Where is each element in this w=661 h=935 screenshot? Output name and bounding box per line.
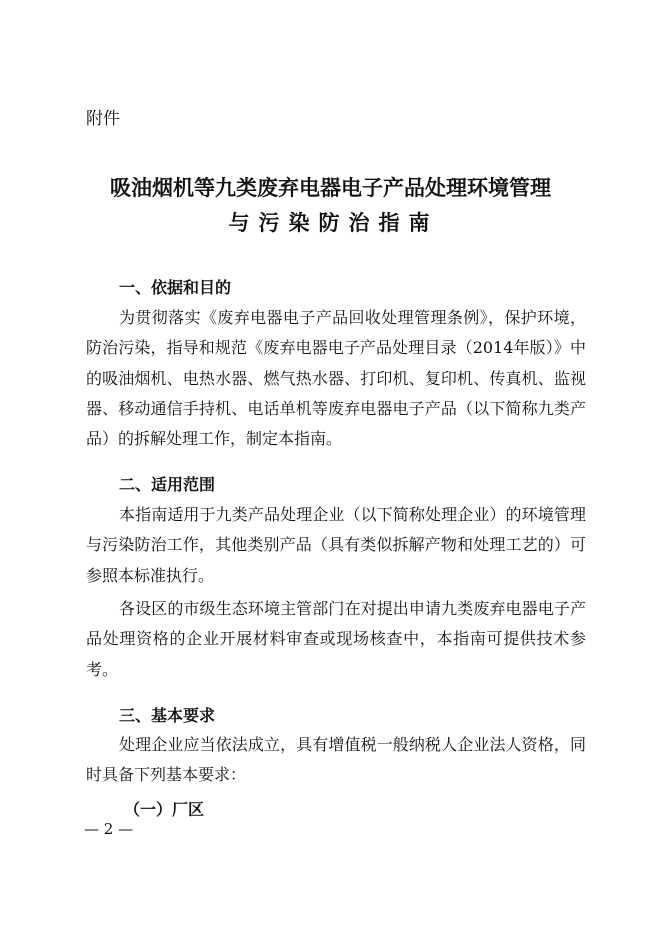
section-3-paragraph: 处理企业应当依法成立，具有增值税一般纳税人企业法人资格，同时具备下列基本要求： <box>86 735 586 785</box>
section-3-subheading-1: （一）厂区 <box>124 800 205 819</box>
attachment-label: 附件 <box>86 109 120 129</box>
page-number: — 2 — <box>84 820 134 838</box>
section-2-paragraph-2: 各设区的市级生态环境主管部门在对提出申请九类废弃电器电子产品处理资格的企业开展材料审查或现场核查中，本指南可提供技术参考。 <box>86 599 586 679</box>
document-title-line2: 与污染防治指南 <box>228 211 439 235</box>
section-1-paragraph: 为贯彻落实《废弃电器电子产品回收处理管理条例》，保护环境，防治污染，指导和规范《废弃电器电子产品处理目录（2014年版）》中的吸油烟机、电热水器、燃气热水器、打印机、复印机、传真机、监视器、移动通信手持机、电话单机等废弃电器电子产品（以下简称九类产品）的拆解处理工作，制定本指南。 <box>86 308 586 449</box>
section-2-paragraph-1: 本指南适用于九类产品处理企业（以下简称处理企业）的环境管理与污染防治工作，其他类别产品（具有类似拆解产物和处理工艺的）可参照本标准执行。 <box>86 505 586 585</box>
section-2-heading: 二、适用范围 <box>119 475 216 494</box>
document-title-line1: 吸油烟机等九类废弃电器电子产品处理环境管理 <box>110 176 551 200</box>
section-1-heading: 一、依据和目的 <box>119 278 232 297</box>
section-3-heading: 三、基本要求 <box>119 706 216 725</box>
